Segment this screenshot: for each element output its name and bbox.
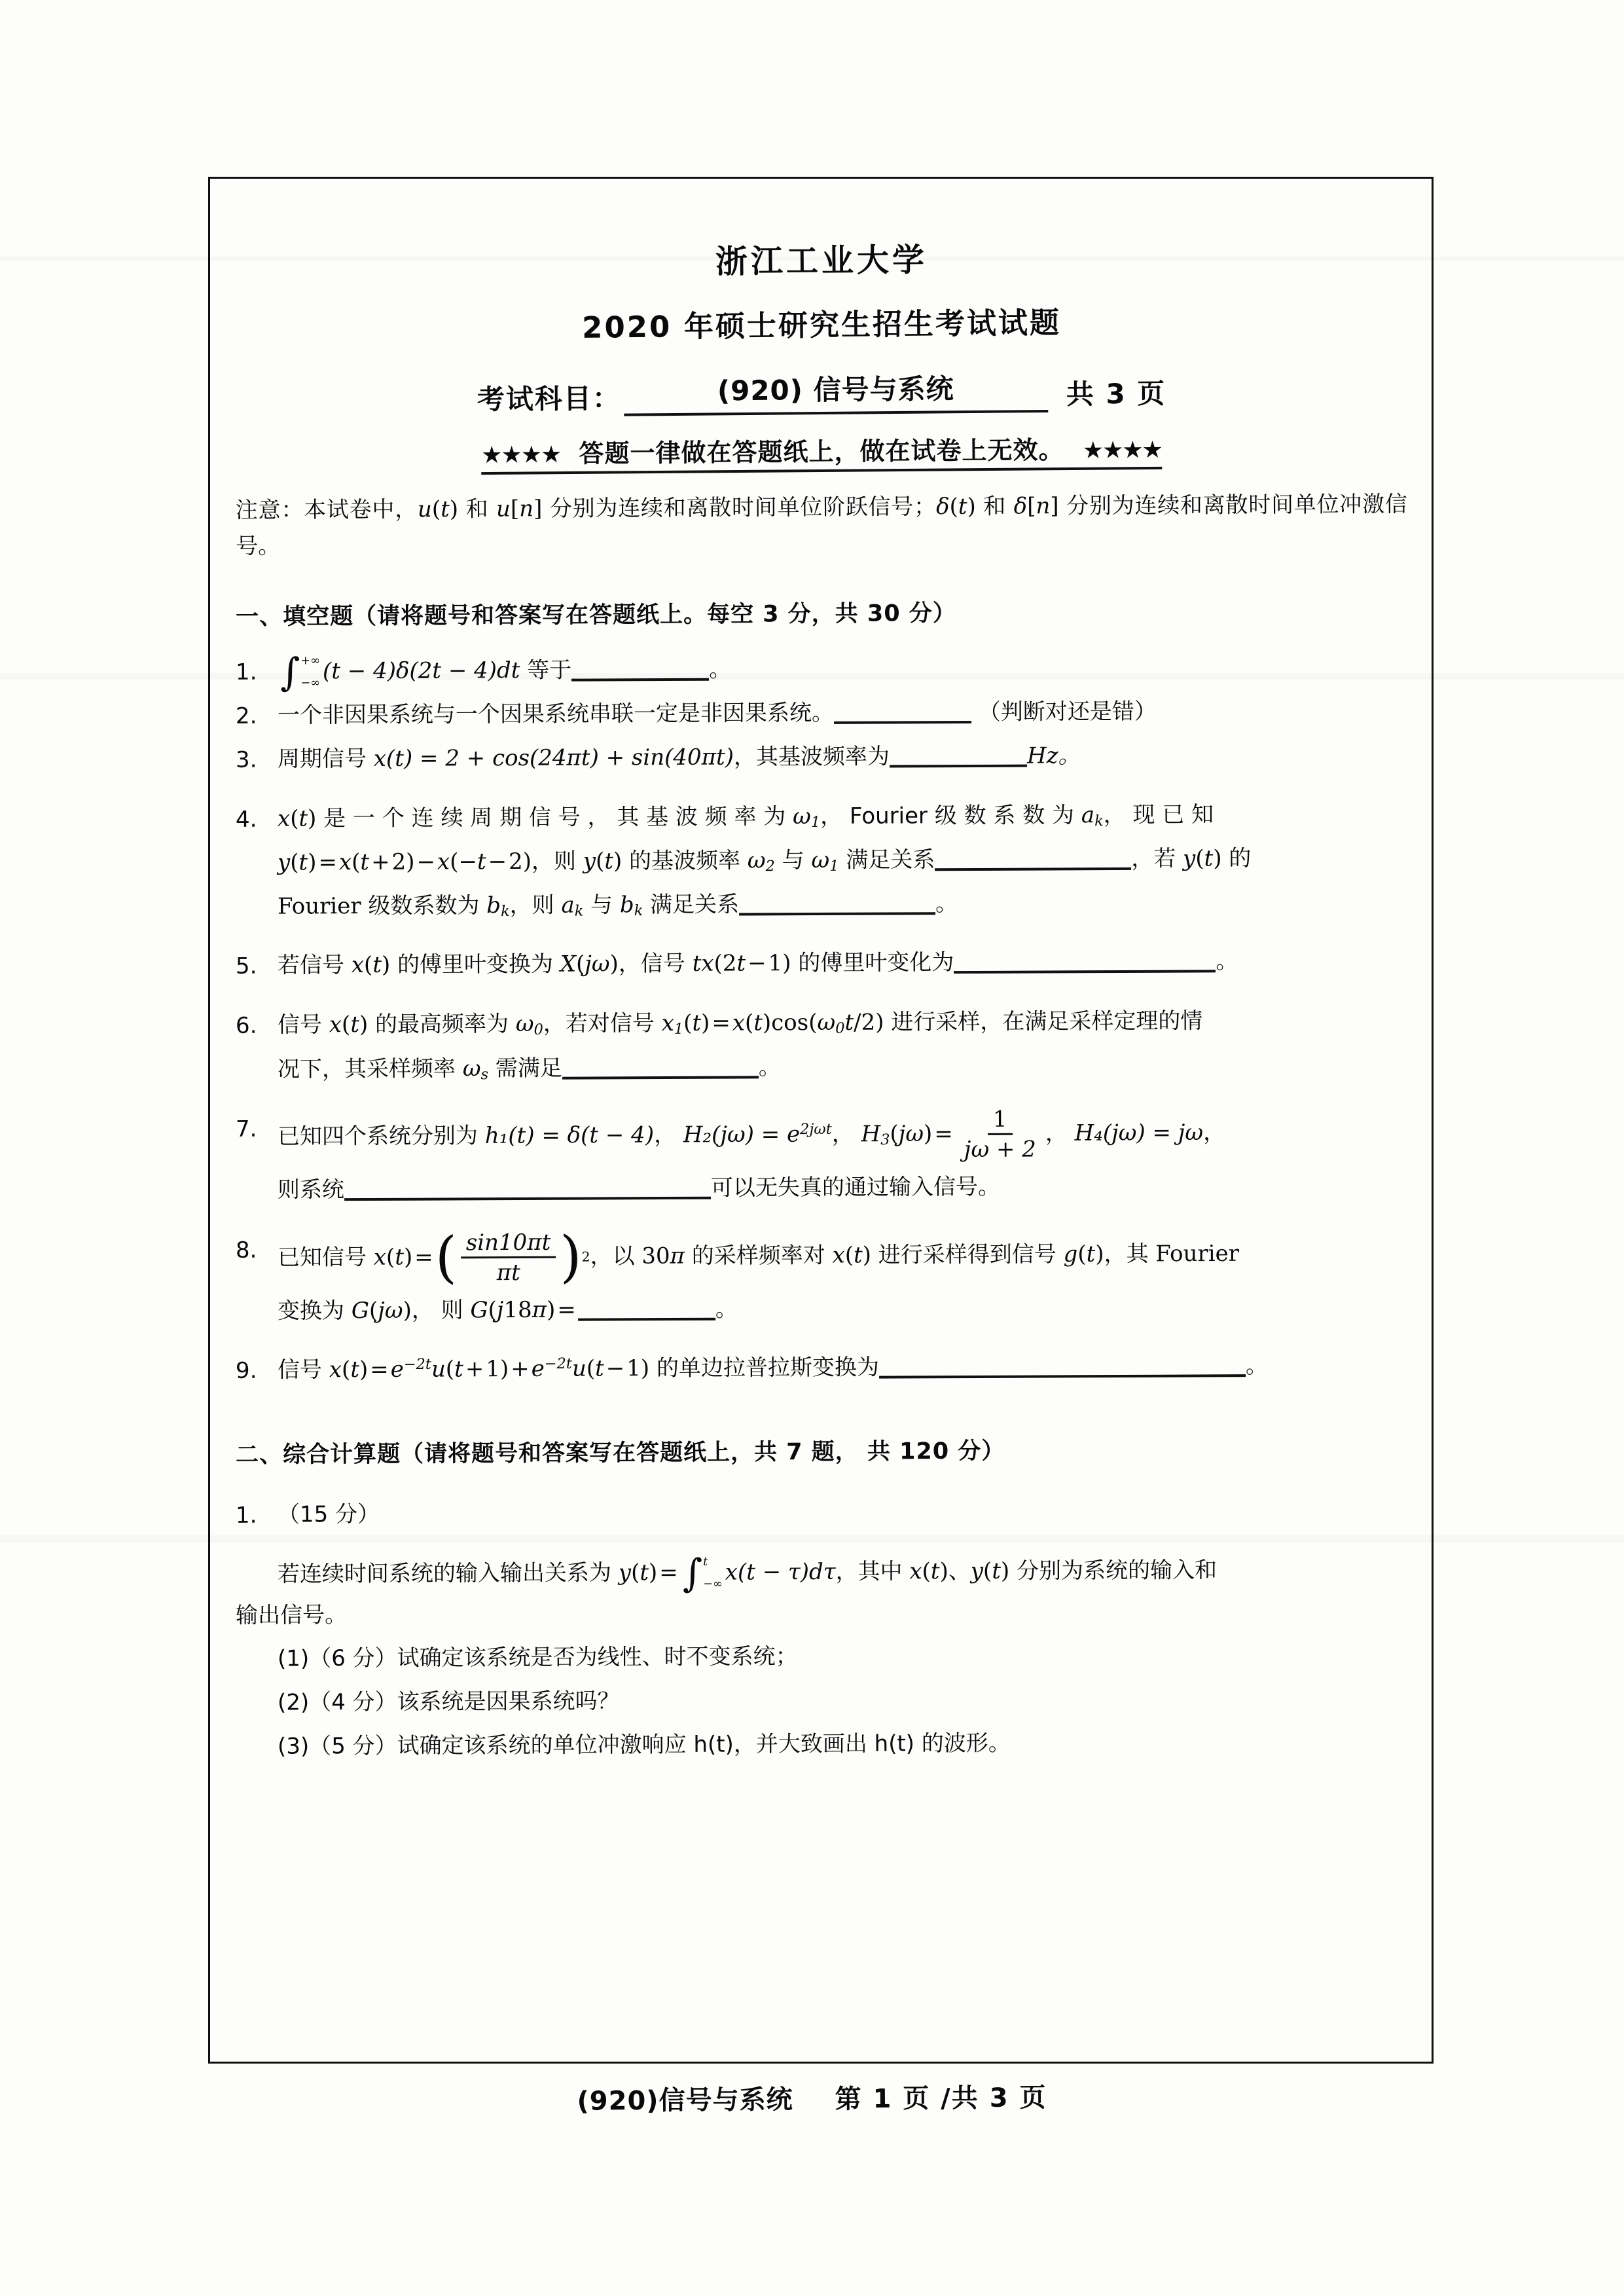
section-two-heading: 二、综合计算题（请将题号和答案写在答题纸上，共 7 题， 共 120 分）	[235, 1438, 1005, 1468]
question-2-number: 2.	[235, 702, 257, 730]
integral-symbol: ∫ t −∞	[682, 1551, 723, 1596]
q8-power: 2	[581, 1248, 590, 1265]
question-3	[236, 736, 1407, 778]
q3-mid: ，其基波频率为	[733, 743, 890, 771]
question-4-line2: y(t)=x(t+2)−x(−t−2)，则 y(t) 的基波频率 $\omega_2$ 与 $\omega_1$ 满足关系 ，若 y(t) 的	[277, 845, 1252, 877]
question-8-line2: 变换为 G(jω)， 则 G(j18π)= 。	[277, 1296, 738, 1324]
question-5	[236, 942, 1407, 985]
section-one-heading: 一、填空题（请将题号和答案写在答题纸上。每空 3 分，共 30 分）	[235, 600, 956, 630]
exam-content	[236, 196, 1407, 1762]
answer-blank-q4b[interactable]	[739, 912, 935, 915]
q7-h3-numerator: 1	[988, 1107, 1013, 1135]
answer-blank-q3[interactable]	[890, 765, 1027, 768]
university-name: 浙江工业大学	[715, 241, 928, 281]
question-6-body: 信号 x(t) 的最高频率为 $\omega_0$，若对信号 $x_1(t)=x(t)\cos(\omega_0t/2)$ 进行采样，在满足采样定理的情	[277, 1008, 1203, 1039]
question-6-number: 6.	[235, 1013, 257, 1040]
question-4-line3: Fourier 级数系数为 $b_k$，则 $a_k$ 与 $b_k$ 满足关系 。	[277, 890, 958, 920]
footer-page-number: 第 1 页 /共 3 页	[835, 2083, 1047, 2115]
q8-frac-numerator: sin10πt	[461, 1230, 556, 1258]
integral-upper-limit: +∞	[300, 654, 320, 668]
answer-blank-q9[interactable]	[879, 1374, 1246, 1378]
question-5-body: 若信号 x(t) 的傅里叶变换为 X(jω)，信号 tx(2t−1) 的傅里叶变化为 。	[277, 948, 1238, 979]
problem-1-subquestion-1: (1)（6 分）试确定该系统是否为线性、时不变系统；	[277, 1643, 798, 1672]
answer-notice-banner	[236, 427, 1407, 472]
integral-lower-limit: −∞	[300, 676, 321, 691]
star-right-icon: ★★★★	[1082, 436, 1163, 464]
question-8-number: 8.	[235, 1237, 257, 1264]
question-4-body: x(t) 是 一 个 连 续 周 期 信 号 ， 其 基 波 频 率 为 $\omega_1$， Fourier 级 数 系 数 为 $a_k$， 现 已 知	[277, 801, 1214, 833]
footer-subject: (920)信号与系统	[577, 2085, 793, 2117]
q8-parenthesized-fraction: ( $\frac{\sin 10\pi t}{\pi t}$ ) 2	[435, 1224, 590, 1290]
problem-1-points: （15 分）	[277, 1501, 380, 1528]
question-2	[236, 692, 1407, 735]
star-left-icon: ★★★★	[481, 441, 561, 469]
q7-h3-fraction	[959, 1106, 1041, 1162]
question-4	[236, 795, 1407, 838]
q7-h2-exponent: 2jωt	[800, 1120, 832, 1139]
q7-h3-denominator: jω + 2	[964, 1136, 1036, 1163]
q1-period: 。	[709, 656, 732, 683]
answer-blank-q1[interactable]	[571, 678, 709, 682]
problem-1-subquestion-2: (2)（4 分）该系统是因果系统吗？	[277, 1688, 620, 1716]
answer-blank-q8[interactable]	[578, 1317, 715, 1321]
question-5-number: 5.	[235, 953, 257, 980]
question-1-body	[278, 648, 1407, 695]
q8-frac-denominator: πt	[496, 1259, 520, 1286]
problem-1-stem-line1: 若连续时间系统的输入输出关系为 y(t)= ∫ t −∞ x(t − τ)dτ，其中 x(t)、y(t) 分别为系统的输入和	[277, 1551, 1218, 1596]
question-9-number: 9.	[235, 1357, 257, 1385]
question-9	[236, 1347, 1407, 1389]
exam-title: 2020 年硕士研究生招生考试试题	[581, 305, 1062, 345]
problem-1-subquestion-3: (3)（5 分）试确定该系统的单位冲激响应 h(t)，并大致画出 h(t) 的波形。	[277, 1730, 1011, 1760]
question-4-number: 4.	[235, 807, 257, 833]
answer-blank-q6[interactable]	[562, 1076, 759, 1079]
q3-unit: Hz。	[1026, 742, 1081, 769]
question-7	[236, 1105, 1407, 1165]
question-1	[235, 648, 1407, 695]
question-9-body: 信号 $x(t)=e^{-2t}u(t+1)+e^{-2t}u(t-1)$ 的单边拉普拉斯变换为 。	[277, 1353, 1269, 1383]
integral-symbol: ∫ +∞ −∞	[280, 650, 321, 695]
question-6-line2: 况下，其采样频率 $\omega_s$ 需满足 。	[277, 1053, 781, 1083]
q3-expression: x(t) = 2 + cos(24πt) + sin(40πt)	[373, 744, 734, 773]
subject-row	[236, 363, 1408, 420]
answer-blank-q4a[interactable]	[935, 867, 1131, 871]
question-2-body: 一个非因果系统与一个因果系统串联一定是非因果系统。 （判断对还是错）	[277, 699, 1157, 729]
question-1-number: 1.	[235, 659, 257, 686]
q7-h1: h₁(t) = δ(t − 4)	[484, 1121, 655, 1149]
integral-lower-limit: −∞	[703, 1578, 723, 1592]
q1-equals-word: 等于	[527, 657, 572, 684]
subject-label: 考试科目：	[477, 382, 622, 416]
answer-blank-q2[interactable]	[834, 721, 971, 724]
q1-integrand: (t − 4)δ(2t − 4)dt	[322, 657, 520, 685]
q7-h4: H₄(jω) = jω	[1074, 1119, 1204, 1146]
answer-blank-q7[interactable]	[344, 1197, 711, 1201]
subject-value: (920) 信号与系统	[623, 367, 1048, 416]
pages-total: 共 3 页	[1066, 377, 1166, 410]
q2-tail: （判断对还是错）	[978, 699, 1157, 726]
q3-prefix: 周期信号	[277, 746, 367, 773]
question-8	[235, 1224, 1407, 1290]
notice-banner-text: 答题一律做在答题纸上，做在试卷上无效。	[579, 435, 1064, 468]
exam-notice-paragraph: 注意：本试卷中，u(t) 和 u[n] 分别为连续和离散时间单位阶跃信号；δ(t) 和 δ[n] 分别为连续和离散时间单位冲激信号。	[235, 491, 1407, 560]
problem-1	[236, 1491, 1407, 1534]
problem-1-stem-line2: 输出信号。	[235, 1601, 348, 1629]
question-3-number: 3.	[235, 747, 257, 774]
question-8-body: 已知信号 x(t)= ( $\frac{\sin 10\pi t}{\pi t}$ ) 2 ，以 30π 的采样频率对 x(t) 进行采样得到信号 g(t)，其 Fourier	[277, 1224, 1240, 1290]
problem-1-number: 1.	[235, 1502, 257, 1529]
integral-upper-limit: t	[703, 1556, 708, 1569]
question-7-number: 7.	[235, 1116, 257, 1142]
p1-integrand: x(t − τ)dτ	[725, 1559, 836, 1586]
answer-blank-q5[interactable]	[954, 970, 1216, 974]
question-6	[236, 1002, 1407, 1045]
question-7-body: 已知四个系统分别为 h₁(t) = δ(t − 4)， $H_2(j\omega) = e^{2j\omega t}$， $H_3(j\omega)=$ $\frac{1}{j\omega + 2}$ ， H₄(jω) = jω，	[277, 1106, 1226, 1163]
question-7-line2: 则系统 可以无失真的通过输入信号。	[277, 1173, 1001, 1203]
question-3-body	[278, 736, 1407, 778]
q7-h2: H₂(jω) = e	[683, 1121, 801, 1148]
